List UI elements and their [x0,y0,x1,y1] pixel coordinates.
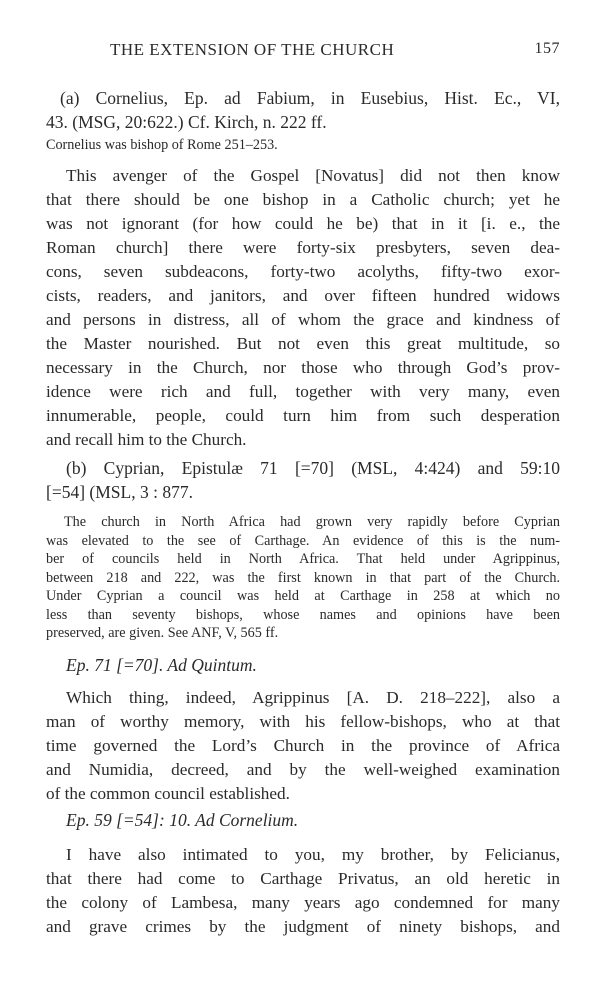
section-b-note [46,513,560,643]
text-line: necessary in the Church, nor those who through God’s prov- [46,358,560,377]
section-a-note [46,136,560,155]
text-line: man of worthy memory, with his fellow-bishops, who at that [46,712,560,731]
text-line: between 218 and 222, was the first known in that part of the Church. [46,569,560,586]
text-line: I have also intimated to you, my brother, by Felicianus, [66,845,560,864]
text-line: cons, seven subdeacons, forty-two acolyths, fifty-two exor- [46,262,560,281]
text-line: that there should be one bishop in a Catholic church; yet he [46,190,560,209]
text-line: Under Cyprian a council was held at Carthage in 258 at which no [46,588,560,604]
ep59-heading [46,808,560,832]
heading-line: Ep. 71 [=70]. Ad Quintum. [66,655,257,675]
text-line: and Numidia, decreed, and by the well-weighed examination [46,760,560,779]
source-line: 43. (MSG, 20:622.) Cf. Kirch, n. 222 ff. [46,112,327,132]
text-line: was elevated to the see of Carthage. An evidence of this is the num- [46,532,560,549]
text-line: innumerable, people, could turn him from such desperation [46,406,560,425]
text-line: less than seventy bishops, whose names and opinions have been [46,606,560,623]
text-line: preserved, are given. See ANF, V, 565 ff. [46,625,279,641]
text-line: ber of councils held in North Africa. That held under Agrippinus, [46,551,560,567]
text-line: time governed the Lord’s Church in the province of Africa [46,736,560,755]
text-line: and persons in distress, all of whom the grace and kindness of [46,310,560,329]
heading-line: Ep. 59 [=54]: 10. Ad Cornelium. [66,810,299,830]
note-line: Cornelius was bishop of Rome 251–253. [46,137,278,153]
text-line: the colony of Lambesa, many years ago condemned for many [46,893,560,912]
text-line: of the common council established. [46,784,290,803]
source-line: [=54] (MSL, 3 : 877. [46,482,193,502]
page-number: 157 [534,40,560,57]
section-b-source [46,456,560,504]
text-line: Which thing, indeed, Agrippinus [A. D. 218–222], also a [66,688,560,707]
source-line: (b) Cyprian, Epistulæ 71 [=70] (MSL, 4:424) and 59:10 [66,458,560,478]
text-line: idence were rich and full, together with very many, even [46,382,560,401]
running-title: THE EXTENSION OF THE CHURCH [110,40,395,59]
ep59-text [46,843,560,939]
text-line: cists, readers, and janitors, and over fifteen hundred widows [46,286,560,305]
text-line: was not ignorant (for how could he be) that in it [i. e., the [46,214,560,233]
ep71-text [46,686,560,806]
text-line: and recall him to the Church. [46,430,247,449]
section-a-text [46,164,560,452]
text-line: The church in North Africa had grown very rapidly before Cyprian [64,514,560,530]
ep71-heading [46,653,560,677]
text-line: the Master nourished. But not even this great multitude, so [46,334,560,353]
text-line: This avenger of the Gospel [Novatus] did not then know [66,166,560,185]
source-line: (a) Cornelius, Ep. ad Fabium, in Eusebius, Hist. Ec., VI, [60,88,560,108]
section-a-source [46,86,560,134]
text-line: Roman church] there were forty-six presbyters, seven dea- [46,238,560,257]
text-line: that there had come to Carthage Privatus, an old heretic in [46,869,560,888]
text-line: and grave crimes by the judgment of ninety bishops, and [46,917,560,936]
